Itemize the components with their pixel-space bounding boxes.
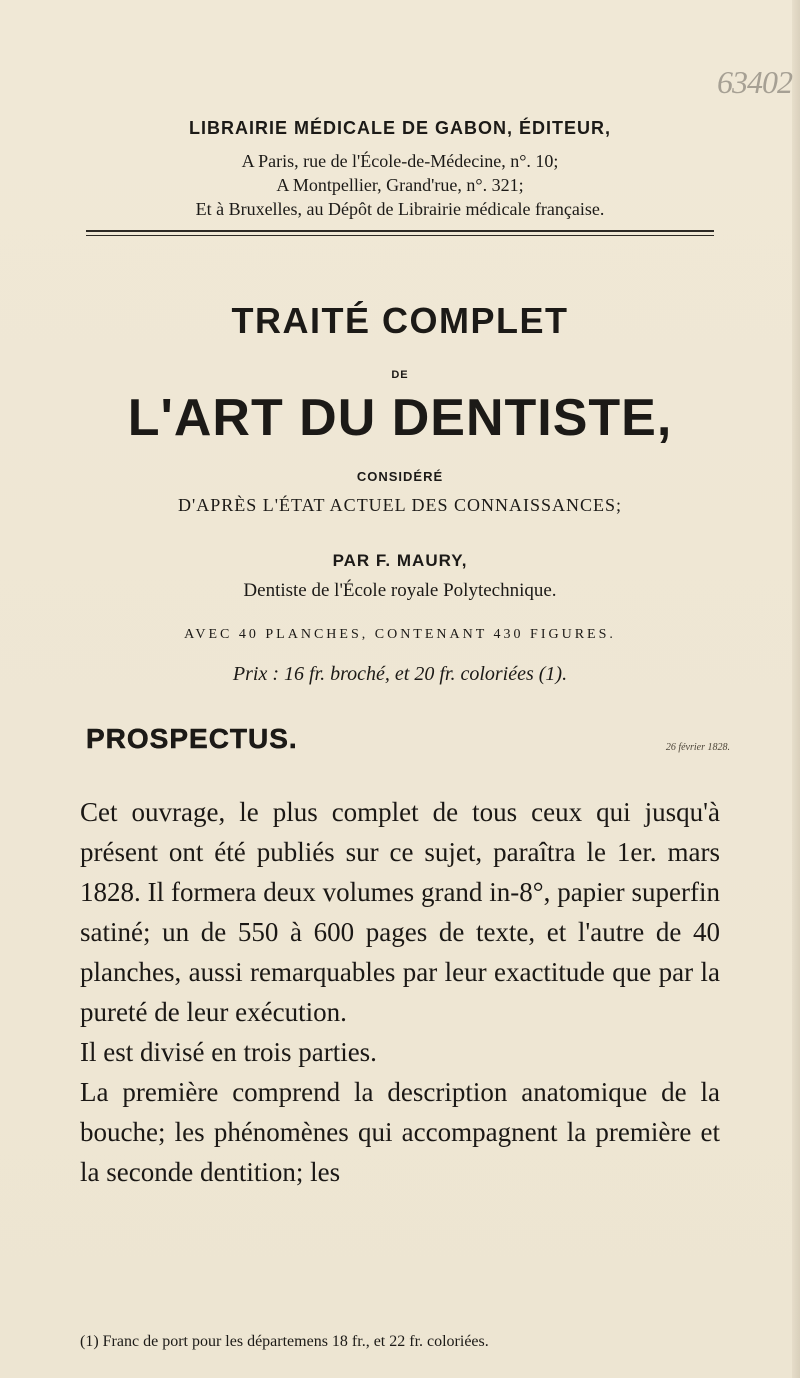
author-title: Dentiste de l'École royale Polytechnique.: [243, 580, 557, 601]
handwritten-date: 26 février 1828.: [665, 742, 730, 753]
body-text: [80, 792, 720, 1192]
publisher-block: [80, 118, 720, 221]
prospectus-heading: PROSPECTUS.: [86, 723, 298, 754]
footnote: (1) Franc de port pour les départemens 18 fr., et 22 fr. coloriées.: [80, 1333, 489, 1350]
price-line: Prix : 16 fr. broché, et 20 fr. coloriées (1).: [232, 663, 568, 685]
plates-line: AVEC 40 PLANCHES, CONTENANT 430 FIGURES.: [184, 627, 616, 642]
title-de: DE: [391, 369, 409, 381]
header-rule-thin: [86, 235, 714, 236]
body-paragraph-1: Cet ouvrage, le plus complet de tous ceux qui jusqu'à présent ont été publiés sur ce sujet, paraîtra le 1er. mars 1828. Il formera deux volumes grand in-8°, papier superfin satiné; un de 550 à 600 pages de texte, et l'autre de 40 planches, aussi remarquables par leur exactitude que par la pureté de leur exécution.: [80, 797, 720, 1027]
title-dapres: D'APRÈS L'ÉTAT ACTUEL DES CONNAISSANCES;: [177, 495, 623, 515]
library-shelf-mark: 63402: [717, 64, 792, 100]
publisher-name: LIBRAIRIE MÉDICALE DE GABON, ÉDITEUR,: [188, 118, 611, 138]
body-paragraph-3: La première comprend la description anatomique de la bouche; les phénomènes qui accompagnent la première et la seconde dentition; les: [80, 1077, 720, 1187]
publisher-address-montpellier: A Montpellier, Grand'rue, n°. 321;: [276, 175, 524, 195]
title-considere: CONSIDÉRÉ: [356, 469, 444, 484]
body-paragraph-2: Il est divisé en trois parties.: [80, 1037, 377, 1067]
title-art-du-dentiste: L'ART DU DENTISTE,: [127, 389, 673, 447]
publisher-address-bruxelles: Et à Bruxelles, au Dépôt de Librairie médicale française.: [195, 199, 605, 219]
page-edge-shadow: [792, 0, 800, 1378]
author-line: PAR F. MAURY,: [332, 551, 468, 570]
header-rule-thick: [86, 230, 714, 232]
title-traite-complet: TRAITÉ COMPLET: [231, 300, 569, 341]
publisher-address-paris: A Paris, rue de l'École-de-Médecine, n°. 10;: [241, 151, 559, 171]
